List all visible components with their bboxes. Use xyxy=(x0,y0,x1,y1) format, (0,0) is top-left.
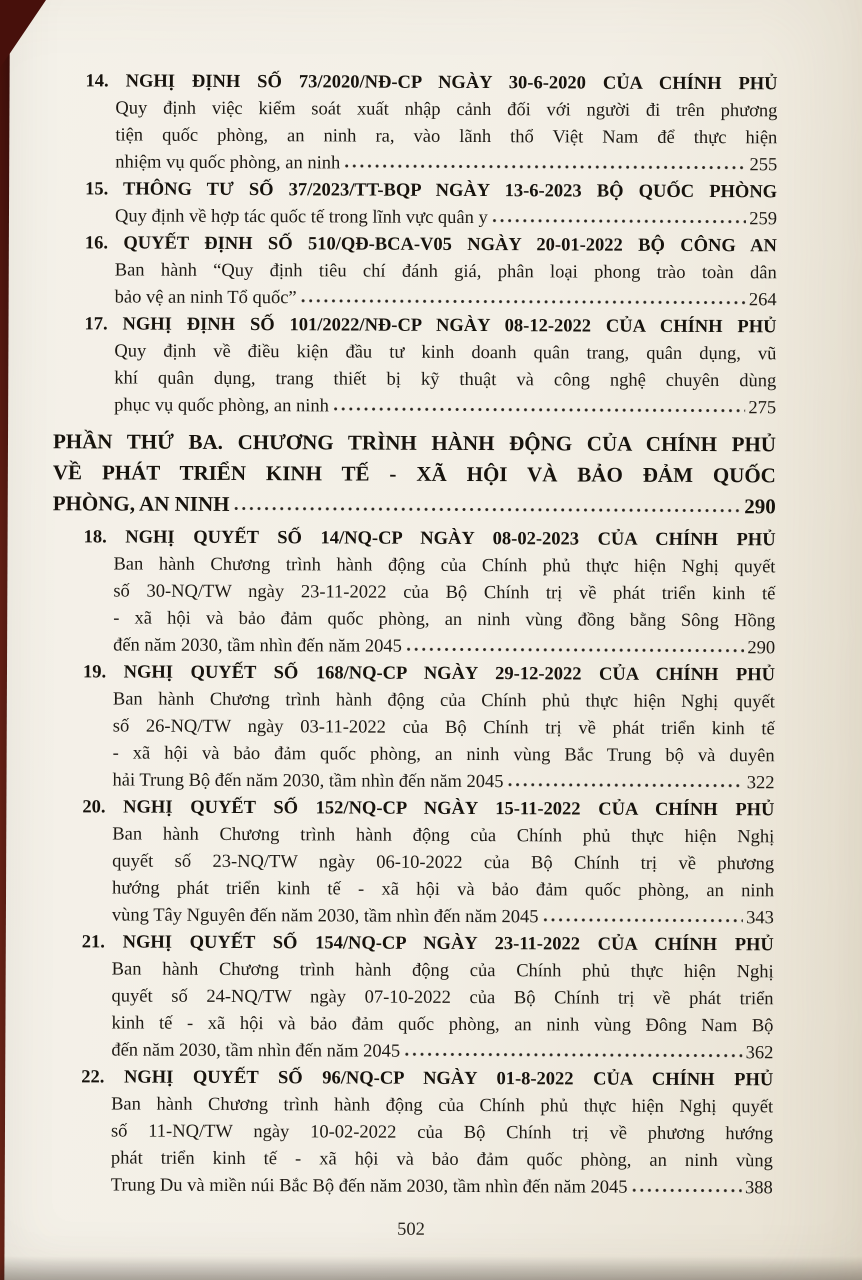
toc-body-line: số 11-NQ/TW ngày 10-02-2022 của Bộ Chính trị về phương hướng xyxy=(110,1121,774,1145)
toc-line-text: Quy định về hợp tác quốc tế trong lĩnh vực quân y xyxy=(114,206,488,229)
toc-heading-line: 15. THÔNG TƯ SỐ 37/2023/TT-BQP NGÀY 13-6-2023 BỘ QUỐC PHÒNG xyxy=(85,179,778,203)
toc-line-text: đến năm 2030, tầm nhìn đến năm 2045 xyxy=(111,1040,401,1062)
toc-body-line: kinh tế - xã hội và bảo đảm quốc phòng, an ninh vùng Đông Nam Bộ xyxy=(111,1013,774,1037)
toc-entry xyxy=(54,176,777,233)
toc-body-line: Quy định về điều kiện đầu tư kinh doanh quân trang, quân dụng, vũ xyxy=(114,341,777,365)
toc-body-line: - xã hội và bảo đảm quốc phòng, an ninh vùng đồng bằng Sông Hồng xyxy=(113,608,776,632)
toc-entry xyxy=(51,794,775,932)
toc-section xyxy=(53,426,776,522)
toc-line-text: hải Trung Bộ đến năm 2030, tầm nhìn đến năm 2045 xyxy=(112,770,504,793)
dot-leader xyxy=(492,218,746,224)
toc-entry xyxy=(53,311,776,422)
dot-leader xyxy=(406,647,745,653)
toc-line-text: vùng Tây Nguyên đến năm 2030, tầm nhìn đến năm 2045 xyxy=(111,905,539,928)
toc-body-line: Ban hành Chương trình hành động của Chính phủ thực hiện Nghị xyxy=(112,824,775,848)
toc-body-line: quyết số 23-NQ/TW ngày 06-10-2022 của Bộ Chính trị về phương xyxy=(112,851,775,875)
toc-page-ref: 362 xyxy=(745,1043,774,1064)
toc-last-line xyxy=(115,203,777,233)
toc-body-line: Ban hành “Quy định tiêu chí đánh giá, phân loại phong trào toàn dân xyxy=(114,260,777,284)
toc-body-line: khí quân dụng, trang thiết bị kỹ thuật và công nghệ chuyên dùng xyxy=(114,368,777,392)
dot-leader xyxy=(543,917,744,923)
toc-body-line: quyết số 24-NQ/TW ngày 07-10-2022 của Bộ Chính trị về phát triển xyxy=(111,986,774,1010)
toc-line-text: Trung Du và miền núi Bắc Bộ đến năm 2030, tầm nhìn đến năm 2045 xyxy=(110,1175,628,1198)
toc-entry xyxy=(50,1064,774,1202)
toc-last-line xyxy=(114,392,776,422)
toc-last-line xyxy=(111,1172,773,1202)
toc-heading-line: 16. QUYẾT ĐỊNH SỐ 510/QĐ-BCA-V05 NGÀY 20-01-2022 BỘ CÔNG AN xyxy=(84,233,777,257)
toc-last-line xyxy=(115,149,777,179)
toc-body-line: Ban hành Chương trình hành động của Chính phủ thực hiện Nghị quyết xyxy=(113,554,776,578)
toc-body-line: Ban hành Chương trình hành động của Chính phủ thực hiện Nghị quyết xyxy=(111,1094,774,1118)
toc-heading-line: PHẦN THỨ BA. CHƯƠNG TRÌNH HÀNH ĐỘNG CỦA CHÍNH PHỦ xyxy=(52,429,777,457)
toc-body-line: số 30-NQ/TW ngày 23-11-2022 của Bộ Chính trị về phát triển kinh tế xyxy=(113,581,776,605)
toc-page-ref: 255 xyxy=(749,155,778,176)
toc-heading-line: 20. NGHỊ QUYẾT SỐ 152/NQ-CP NGÀY 15-11-2022 CỦA CHÍNH PHỦ xyxy=(82,797,775,821)
toc-last-line xyxy=(53,488,776,522)
toc-line-text: đến năm 2030, tầm nhìn đến năm 2045 xyxy=(113,635,402,657)
toc-last-line xyxy=(113,632,775,662)
toc-page-ref: 388 xyxy=(744,1178,773,1199)
toc-body-line: Ban hành Chương trình hành động của Chính phủ thực hiện Nghị xyxy=(111,959,774,983)
toc-body-line: - xã hội và bảo đảm quốc phòng, an ninh vùng Bắc Trung bộ và duyên xyxy=(112,743,775,767)
toc-heading-line: 21. NGHỊ QUYẾT SỐ 154/NQ-CP NGÀY 23-11-2022 CỦA CHÍNH PHỦ xyxy=(81,932,774,956)
toc-page-ref: 290 xyxy=(747,638,776,659)
toc-line-text: PHÒNG, AN NINH xyxy=(52,491,230,516)
dot-leader xyxy=(404,1052,743,1058)
toc-heading-line: 14. NGHỊ ĐỊNH SỐ 73/2020/NĐ-CP NGÀY 30-6-2020 CỦA CHÍNH PHỦ xyxy=(85,71,778,95)
table-of-contents xyxy=(5,0,862,1203)
toc-entry xyxy=(54,68,777,179)
toc-line-text: bảo vệ an ninh Tổ quốc” xyxy=(114,287,297,309)
toc-heading-line: 22. NGHỊ QUYẾT SỐ 96/NQ-CP NGÀY 01-8-2022 CỦA CHÍNH PHỦ xyxy=(81,1067,774,1091)
toc-body-line: tiện quốc phòng, an ninh ra, vào lãnh thổ Việt Nam để thực hiện xyxy=(115,125,778,149)
toc-line-text: nhiệm vụ quốc phòng, an ninh xyxy=(115,152,341,174)
toc-last-line xyxy=(112,902,774,932)
toc-body-line: Ban hành Chương trình hành động của Chính phủ thực hiện Nghị quyết xyxy=(112,689,775,713)
toc-body-line: Quy định việc kiểm soát xuất nhập cảnh đối với người đi trên phương xyxy=(115,98,778,122)
toc-last-line xyxy=(111,1037,773,1067)
toc-heading-line: VỀ PHÁT TRIỂN KINH TẾ - XÃ HỘI VÀ BẢO ĐẢM QUỐC xyxy=(52,460,776,488)
dot-leader xyxy=(233,506,741,513)
toc-page-ref: 259 xyxy=(749,209,778,230)
toc-page-ref: 322 xyxy=(746,773,775,794)
toc-last-line xyxy=(112,767,774,797)
dot-leader xyxy=(333,406,745,413)
dot-leader xyxy=(508,782,744,788)
toc-page-ref: 290 xyxy=(744,494,776,519)
toc-page-ref: 275 xyxy=(748,398,777,419)
book-page xyxy=(4,0,862,1280)
toc-body-line: hướng phát triển kinh tế - xã hội và bảo đảm quốc phòng, an ninh xyxy=(112,878,775,902)
toc-line-text: phục vụ quốc phòng, an ninh xyxy=(114,395,329,417)
toc-body-line: số 26-NQ/TW ngày 03-11-2022 của Bộ Chính trị về phát triển kinh tế xyxy=(112,716,775,740)
toc-body-line: phát triển kinh tế - xã hội và bảo đảm quốc phòng, an ninh vùng xyxy=(110,1148,773,1172)
dot-leader xyxy=(301,298,746,305)
dot-leader xyxy=(631,1188,742,1193)
toc-page-ref: 264 xyxy=(748,290,777,311)
toc-heading-line: 18. NGHỊ QUYẾT SỐ 14/NQ-CP NGÀY 08-02-2023 CỦA CHÍNH PHỦ xyxy=(83,527,776,551)
dot-leader xyxy=(344,163,746,170)
toc-entry xyxy=(51,659,775,797)
toc-last-line xyxy=(115,284,777,314)
toc-entry xyxy=(50,929,774,1067)
toc-entry xyxy=(54,230,777,314)
toc-heading-line: 17. NGHỊ ĐỊNH SỐ 101/2022/NĐ-CP NGÀY 08-12-2022 CỦA CHÍNH PHỦ xyxy=(84,314,777,338)
toc-page-ref: 343 xyxy=(746,908,774,929)
toc-heading-line: 19. NGHỊ QUYẾT SỐ 168/NQ-CP NGÀY 29-12-2022 CỦA CHÍNH PHỦ xyxy=(82,662,776,686)
toc-entry xyxy=(52,524,776,662)
page-number: 502 xyxy=(397,1219,425,1240)
